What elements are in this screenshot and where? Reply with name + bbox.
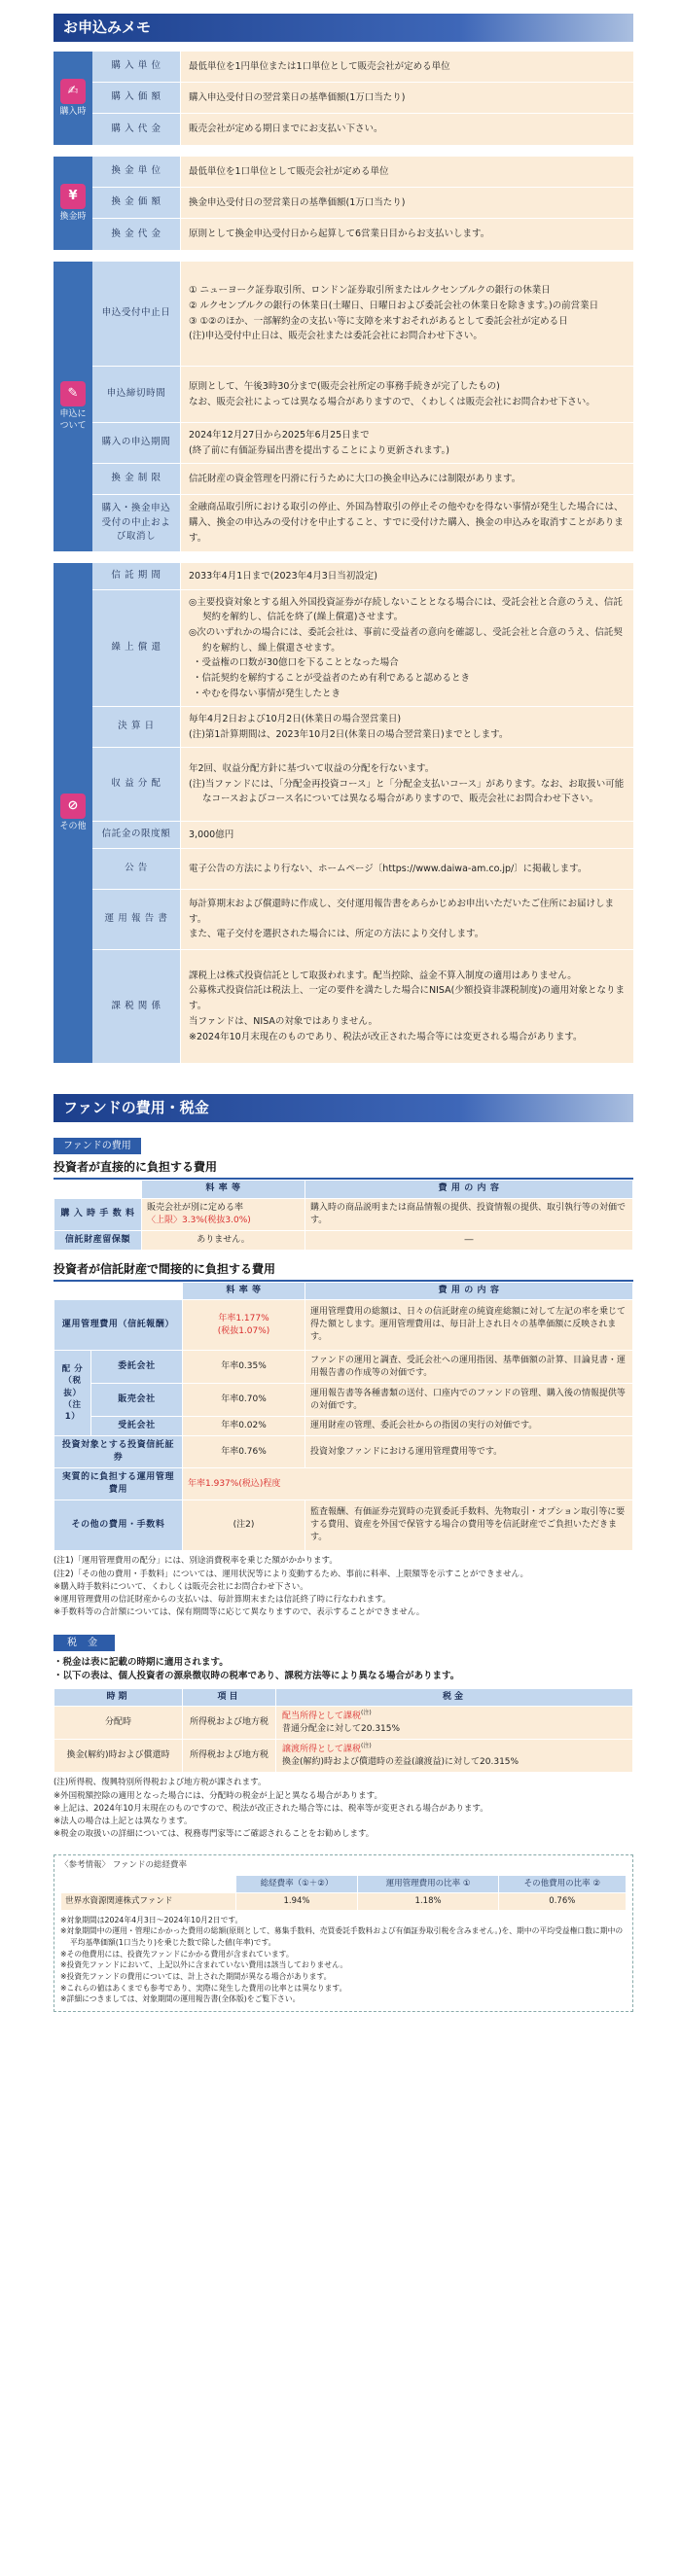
table-header: 費 用 の 内 容 — [305, 1181, 633, 1199]
memo-row — [92, 188, 633, 219]
table-row — [54, 1707, 633, 1740]
table-row — [54, 1468, 633, 1500]
tax-notes — [54, 1777, 633, 1841]
group-rows — [92, 563, 633, 1063]
cost-rate: 年率0.76% — [183, 1436, 305, 1468]
row-value — [180, 849, 633, 889]
note-line: ※対象期間は2024年4月3日～2024年10月2日です。 — [60, 1915, 243, 1924]
value-line: ① ニューヨーク証券取引所、ロンドン証券取引所またはルクセンブルクの銀行の休業日 — [189, 285, 551, 297]
note-line: ※対象期間中の運用・管理にかかった費用の総額(原則として、募集手数料、売買委託手数料および有価証券取引税を含みません。)を、期中の平均受益権口数に期中の平均基準価額(1口当たり)を乗じた数で除した値(年率)です。 — [60, 1926, 624, 1947]
row-value — [180, 52, 633, 82]
memo-row — [92, 464, 633, 495]
value-line: 原則として、午後3時30分まで(販売会社所定の事務手続きが完了したもの) — [189, 380, 500, 392]
memo-row — [92, 83, 633, 114]
memo-row — [92, 495, 633, 551]
table-header: 料 率 等 — [142, 1181, 305, 1199]
pen-hand-icon: ✍ — [60, 79, 86, 104]
tax-note-mark: (注) — [361, 1743, 372, 1750]
memo-title: お申込みメモ — [54, 14, 633, 42]
cost-content: ― — [305, 1230, 633, 1250]
row-label: 運 用 報 告 書 — [92, 890, 180, 949]
group-label — [54, 262, 92, 551]
group-label-text: 購入時 — [59, 106, 87, 117]
value-line: 毎計算期末および償還時に作成し、交付運用報告書をあらかじめお申出いただいたご住所にお届けします。 — [189, 898, 615, 925]
row-label: 課 税 関 係 — [92, 950, 180, 1063]
note-line: ※投資先ファンドの費用については、計上された期間が異なる場合があります。 — [60, 1971, 332, 1981]
row-label: 購入の申込期間 — [92, 423, 180, 463]
value-line: (注)申込受付中止日は、販売会社または委託会社にお問合わせ下さい。 — [189, 331, 483, 342]
cost-content: 運用管理費用の総額は、日々の信託財産の純資産総額に対して左記の率を乗じて得た額とします。運用管理費用は、毎日計上され日々の基準価額に反映されます。 — [305, 1300, 633, 1351]
table-header: 運用管理費用の比率 ① — [358, 1876, 498, 1893]
table-header-row — [61, 1876, 627, 1893]
fees-title: ファンドの費用・税金 — [54, 1094, 633, 1122]
value-line: (終了前に有価証券届出書を提出することにより更新されます。) — [189, 444, 449, 456]
value-line: また、電子交付を選択された場合には、所定の方法により交付します。 — [189, 929, 484, 940]
cost-label: 実質的に負担する運用管理費用 — [54, 1468, 183, 1500]
tax-lead — [54, 1656, 633, 1684]
value-line: ② ルクセンブルクの銀行の休業日(土曜日、日曜日および委託会社の休業日を除きます。)の前営業日 — [189, 300, 599, 311]
table-header-blank — [61, 1876, 236, 1893]
row-value — [180, 590, 633, 706]
note-line: ※その他費用には、投資先ファンドにかかる費用が含まれています。 — [60, 1949, 294, 1958]
memo-row — [92, 423, 633, 464]
cost-rate — [142, 1198, 305, 1230]
memo-group-other — [54, 563, 633, 1063]
row-label: 換 金 制 限 — [92, 464, 180, 494]
cost-content: 監査報酬、有価証券売買時の売買委託手数料、先物取引・オプション取引等に要する費用、資産を外国で保管する場合の費用等を信託財産でご負担いただきます。 — [305, 1500, 633, 1551]
row-label: 収 益 分 配 — [92, 748, 180, 821]
group-label-text: ついて — [59, 420, 87, 431]
memo-row — [92, 157, 633, 188]
cost-rate: ありません。 — [142, 1230, 305, 1250]
group-label-text: 申込に — [59, 408, 87, 419]
row-label: 信託金の限度額 — [92, 822, 180, 848]
table-row — [54, 1230, 633, 1250]
ref-notes — [60, 1915, 627, 2006]
value-line: 信託財産の資金管理を円滑に行うために大口の換金申込みには制限があります。 — [189, 473, 521, 484]
memo-row — [92, 219, 633, 250]
memo-row — [92, 262, 633, 367]
direct-cost-table — [54, 1180, 633, 1251]
note-line: ※税金の取扱いの詳細については、税務専門家等にご確認されることをお勧めします。 — [54, 1829, 375, 1840]
alloc-rate: 年率0.70% — [183, 1384, 305, 1417]
row-value — [180, 262, 633, 366]
cost-label: 購 入 時 手 数 料 — [54, 1198, 142, 1230]
value-line: ※2024年10月末現在のものであり、税法が改正された場合等には変更される場合があります。 — [189, 1031, 583, 1042]
row-label: 決 算 日 — [92, 707, 180, 747]
alloc-rate: 年率0.35% — [183, 1351, 305, 1384]
indirect-heading: 投資者が信託財産で間接的に負担する費用 — [54, 1258, 633, 1282]
table-header-row — [54, 1282, 633, 1300]
value-line: 2024年12月27日から2025年6月25日まで — [189, 429, 370, 441]
table-header: 税金 — [276, 1688, 633, 1707]
row-value — [180, 707, 633, 747]
value-line: 販売会社が定める期日までにお支払い下さい。 — [189, 124, 383, 135]
value-line: 金融商品取引所における取引の停止、外国為替取引の停止その他やむを得ない事情が発生した場合には、購入、換金の申込みの受付けを中止すること、すでに受付けた購入、換金の申込みを取消すことがあります。 — [189, 502, 624, 544]
value-line: (注)当ファンドには、「分配金再投資コース」と「分配金支払いコース」があります。なお、お取扱い可能なコースおよびコース名については異なる場合がありますので、販売会社にお問合わせ下さい。 — [189, 778, 625, 805]
value-line: 年2回、収益分配方針に基づいて収益の分配を行ないます。 — [189, 762, 435, 774]
row-value — [180, 950, 633, 1063]
memo-row — [92, 590, 633, 707]
paperclip-icon: ⊘ — [60, 794, 86, 819]
table-header-row — [54, 1181, 633, 1199]
fees-area — [54, 1132, 633, 2012]
row-value — [180, 822, 633, 848]
alloc-content: 運用財産の管理、委託会社からの指図の実行の対価です。 — [305, 1417, 633, 1436]
table-row — [54, 1436, 633, 1468]
section-spacer — [54, 1075, 633, 1094]
row-value — [180, 495, 633, 551]
direct-heading: 投資者が直接的に負担する費用 — [54, 1156, 633, 1180]
note-line: ※上記は、2024年10月末現在のものですので、税法が改正された場合等には、税率等が変更される場合があります。 — [54, 1803, 488, 1814]
memo-groups — [54, 52, 633, 1063]
value-line: ◎次のいずれかの場合には、委託会社は、事前に受益者の意向を確認し、受託会社と合意のうえ、信託契約を解約し、繰上償還させます。 — [189, 627, 623, 653]
alloc-party: 販売会社 — [91, 1384, 183, 1417]
alloc-party: 受託会社 — [91, 1417, 183, 1436]
table-row — [54, 1740, 633, 1773]
tax-type: 譲渡所得として課税 — [282, 1745, 362, 1755]
fees-tag: ファンドの費用 — [54, 1138, 141, 1154]
memo-row — [92, 748, 633, 822]
total-ratio: 1.94% — [235, 1892, 358, 1910]
cost-rate: (注2) — [183, 1500, 305, 1551]
note-line: ※運用管理費用の信託財産からの支払いは、毎計算期末または信託終了時に行なわれます。 — [54, 1594, 391, 1605]
alloc-label: 配 分（税抜）（注1） — [54, 1351, 91, 1436]
memo-row — [92, 563, 633, 590]
row-value — [180, 890, 633, 949]
indirect-cost-table — [54, 1282, 633, 1552]
tax-lead-line: ・以下の表は、個人投資者の源泉徴収時の税率であり、課税方法等により異なる場合があります。 — [54, 1671, 460, 1682]
memo-row — [92, 52, 633, 83]
table-header: 時期 — [54, 1688, 183, 1707]
tax-note-mark: (注) — [361, 1710, 372, 1717]
row-value — [180, 219, 633, 250]
memo-group-redemption — [54, 157, 633, 250]
value-line: ・やむを得ない事情が発生したとき — [193, 688, 341, 699]
cost-content: 購入時の商品説明または商品情報の提供、投資情報の提供、取引執行等の対価です。 — [305, 1198, 633, 1230]
value-line: 原則として換金申込受付日から起算して6営業日目からお支払いします。 — [189, 229, 490, 240]
row-value — [180, 157, 633, 187]
value-line: 2033年4月1日まで(2023年4月3日当初設定) — [189, 570, 377, 582]
row-value — [180, 367, 633, 422]
table-row — [54, 1384, 633, 1417]
note-line: ※詳細につきましては、対象期間の運用報告書(全体版)をご覧下さい。 — [60, 1994, 301, 2004]
cost-label: 信託財産留保額 — [54, 1230, 142, 1250]
group-rows — [92, 157, 633, 250]
table-header-blank — [54, 1282, 183, 1300]
tax-rate: 普通分配金に対して20.315% — [282, 1724, 401, 1735]
expense-ratio-box — [54, 1854, 633, 2012]
memo-group-purchase — [54, 52, 633, 145]
tax-rate: 換金(解約)時および償還時の差益(譲渡益)に対して20.315% — [282, 1757, 520, 1768]
value-line: 最低単位を1口単位として販売会社が定める単位 — [189, 165, 389, 177]
table-header: 費 用 の 内 容 — [305, 1282, 633, 1300]
tax-table — [54, 1688, 633, 1774]
cost-label: 投資対象とする投資信託証券 — [54, 1436, 183, 1468]
note-line: ※法人の場合は上記とは異なります。 — [54, 1816, 193, 1826]
value-line: 当ファンドは、NISAの対象ではありません。 — [189, 1015, 377, 1027]
table-header: その他費用の比率 ② — [498, 1876, 626, 1893]
group-label — [54, 52, 92, 145]
tax-item: 所得税および地方税 — [183, 1740, 276, 1773]
row-label: 購 入 価 額 — [92, 83, 180, 113]
rate-cap: 〈上限〉3.3%(税抜3.0%) — [147, 1215, 251, 1225]
fund-name: 世界水資源関連株式ファンド — [61, 1892, 236, 1910]
memo-row — [92, 114, 633, 145]
row-label: 購入・換金申込受付の中止および取消し — [92, 495, 180, 551]
row-value — [180, 464, 633, 494]
note-line: ※外国税額控除の適用となった場合には、分配時の税金が上記と異なる場合があります。 — [54, 1790, 382, 1801]
table-row — [54, 1417, 633, 1436]
alloc-party: 委託会社 — [91, 1351, 183, 1384]
cost-content: 投資対象ファンドにおける運用管理費用等です。 — [305, 1436, 633, 1468]
row-label: 繰 上 償 還 — [92, 590, 180, 706]
fee-notes — [54, 1555, 633, 1619]
alloc-content: ファンドの運用と調査、受託会社への運用指図、基準価額の計算、目論見書・運用報告書の作成等の対価です。 — [305, 1351, 633, 1384]
memo-row — [92, 950, 633, 1063]
rate-text-excl: (税抜1.07%) — [217, 1325, 270, 1336]
table-row — [54, 1351, 633, 1384]
row-label: 申込受付中止日 — [92, 262, 180, 366]
memo-row — [92, 849, 633, 890]
table-header: 料 率 等 — [183, 1282, 305, 1300]
ref-title: 〈参考情報〉 ファンドの総経費率 — [60, 1860, 188, 1871]
group-label — [54, 157, 92, 250]
row-value — [180, 188, 633, 218]
rate-text: 年率1.177% — [218, 1313, 269, 1323]
value-line: (注)第1計算期間は、2023年10月2日(休業日の場合翌営業日)までとします。 — [189, 728, 509, 740]
tax-time: 換金(解約)時および償還時 — [54, 1740, 183, 1773]
table-header: 総経費率（①＋②） — [235, 1876, 358, 1893]
pencil-icon: ✎ — [60, 381, 86, 406]
memo-group-application — [54, 262, 633, 551]
tax-tag: 税 金 — [54, 1635, 115, 1651]
note-line: ※投資先ファンドにおいて、上記以外に含まれていない費用は該当しておりません。 — [60, 1960, 348, 1970]
note-line: ※購入時手数料について、くわしくは販売会社にお問合わせ下さい。 — [54, 1581, 308, 1592]
table-header-row — [54, 1688, 633, 1707]
group-label — [54, 563, 92, 1063]
row-label: 換 金 代 金 — [92, 219, 180, 250]
value-line: 毎年4月2日および10月2日(休業日の場合翌営業日) — [189, 713, 402, 724]
row-label: 換 金 単 位 — [92, 157, 180, 187]
value-line: 3,000億円 — [189, 829, 234, 840]
cost-label: その他の費用・手数料 — [54, 1500, 183, 1551]
note-line: (注)所得税、復興特別所得税および地方税が課されます。 — [54, 1778, 267, 1788]
value-line: 購入申込受付日の翌営業日の基準価額(1万口当たり) — [189, 91, 406, 103]
memo-row — [92, 707, 633, 748]
exchange-hand-icon: ¥ — [60, 184, 86, 209]
note-line: ※これらの値はあくまでも参考であり、実際に発生した費用の比率とは異なります。 — [60, 1983, 347, 1993]
tax-value — [276, 1740, 633, 1773]
row-label: 換 金 価 額 — [92, 188, 180, 218]
table-row — [54, 1500, 633, 1551]
note-line: ※手数料等の合計額については、保有期間等に応じて異なりますので、表示することができません。 — [54, 1607, 425, 1618]
row-label: 申込締切時間 — [92, 367, 180, 422]
row-label: 購 入 単 位 — [92, 52, 180, 82]
group-rows — [92, 52, 633, 145]
value-line: ・信託契約を解約することが受益者のため有利であると認めるとき — [193, 673, 471, 685]
group-rows — [92, 262, 633, 551]
value-line: ③ ①②のほか、一部解約金の支払い等に支障を来すおそれがあるとして委託会社が定める日 — [189, 315, 568, 327]
row-value — [180, 748, 633, 821]
table-header-blank — [54, 1181, 142, 1199]
tax-item: 所得税および地方税 — [183, 1707, 276, 1740]
row-value — [180, 563, 633, 589]
group-label-text: 換金時 — [59, 211, 87, 222]
alloc-content: 運用報告書等各種書類の送付、口座内でのファンドの管理、購入後の情報提供等の対価です。 — [305, 1384, 633, 1417]
value-line: 電子公告の方法により行ない、ホームページ〔https://www.daiwa-am.co.jp/〕に掲載します。 — [189, 863, 588, 874]
cost-rate — [183, 1300, 305, 1351]
tax-type: 配当所得として課税 — [282, 1711, 362, 1722]
table-row — [61, 1892, 627, 1910]
value-line: 課税上は株式投資信託として取扱われます。配当控除、益金不算入制度の適用はありません。 — [189, 970, 577, 981]
row-value — [180, 114, 633, 145]
tax-value — [276, 1707, 633, 1740]
value-line: 換金申込受付日の翌営業日の基準価額(1万口当たり) — [189, 196, 406, 208]
row-value — [180, 83, 633, 113]
memo-row — [92, 822, 633, 849]
mgmt-ratio: 1.18% — [358, 1892, 498, 1910]
value-line: 公募株式投資信託は税法上、一定の要件を満たした場合にNISA(少額投資非課税制度)の適用対象となります。 — [189, 985, 626, 1012]
note-line: (注1)「運用管理費用の配分」には、別途消費税率を乗じた額がかかります。 — [54, 1556, 338, 1567]
note-line: (注2)「その他の費用・手数料」については、運用状況等により変動するため、事前に料率、上限額等を示すことができません。 — [54, 1569, 529, 1579]
tax-lead-line: ・税金は表に記載の時期に適用されます。 — [54, 1657, 229, 1669]
row-label: 信 託 期 間 — [92, 563, 180, 589]
memo-row — [92, 367, 633, 423]
table-header: 項目 — [183, 1688, 276, 1707]
cost-label: 運用管理費用（信託報酬） — [54, 1300, 183, 1351]
table-row — [54, 1300, 633, 1351]
row-label: 購 入 代 金 — [92, 114, 180, 145]
alloc-rate: 年率0.02% — [183, 1417, 305, 1436]
other-ratio: 0.76% — [498, 1892, 626, 1910]
tax-time: 分配時 — [54, 1707, 183, 1740]
row-label: 公 告 — [92, 849, 180, 889]
group-label-text: その他 — [59, 821, 87, 831]
cost-rate: 年率1.937%(税込)程度 — [183, 1468, 633, 1500]
rate-text: 販売会社が別に定める率 — [147, 1202, 244, 1213]
table-row — [54, 1198, 633, 1230]
expense-ratio-table — [60, 1875, 627, 1911]
memo-row — [92, 890, 633, 950]
value-line: ◎主要投資対象とする組入外国投資証券が存続しないこととなる場合には、受託会社と合意のうえ、信託契約を解約し、信託を終了(繰上償還)させます。 — [189, 596, 623, 623]
row-value — [180, 423, 633, 463]
value-line: 最低単位を1円単位または1口単位として販売会社が定める単位 — [189, 60, 450, 72]
value-line: ・受益権の口数が30億口を下ることとなった場合 — [193, 657, 399, 669]
value-line: なお、販売会社によっては異なる場合がありますので、くわしくは販売会社にお問合わせ下さい。 — [189, 396, 595, 407]
